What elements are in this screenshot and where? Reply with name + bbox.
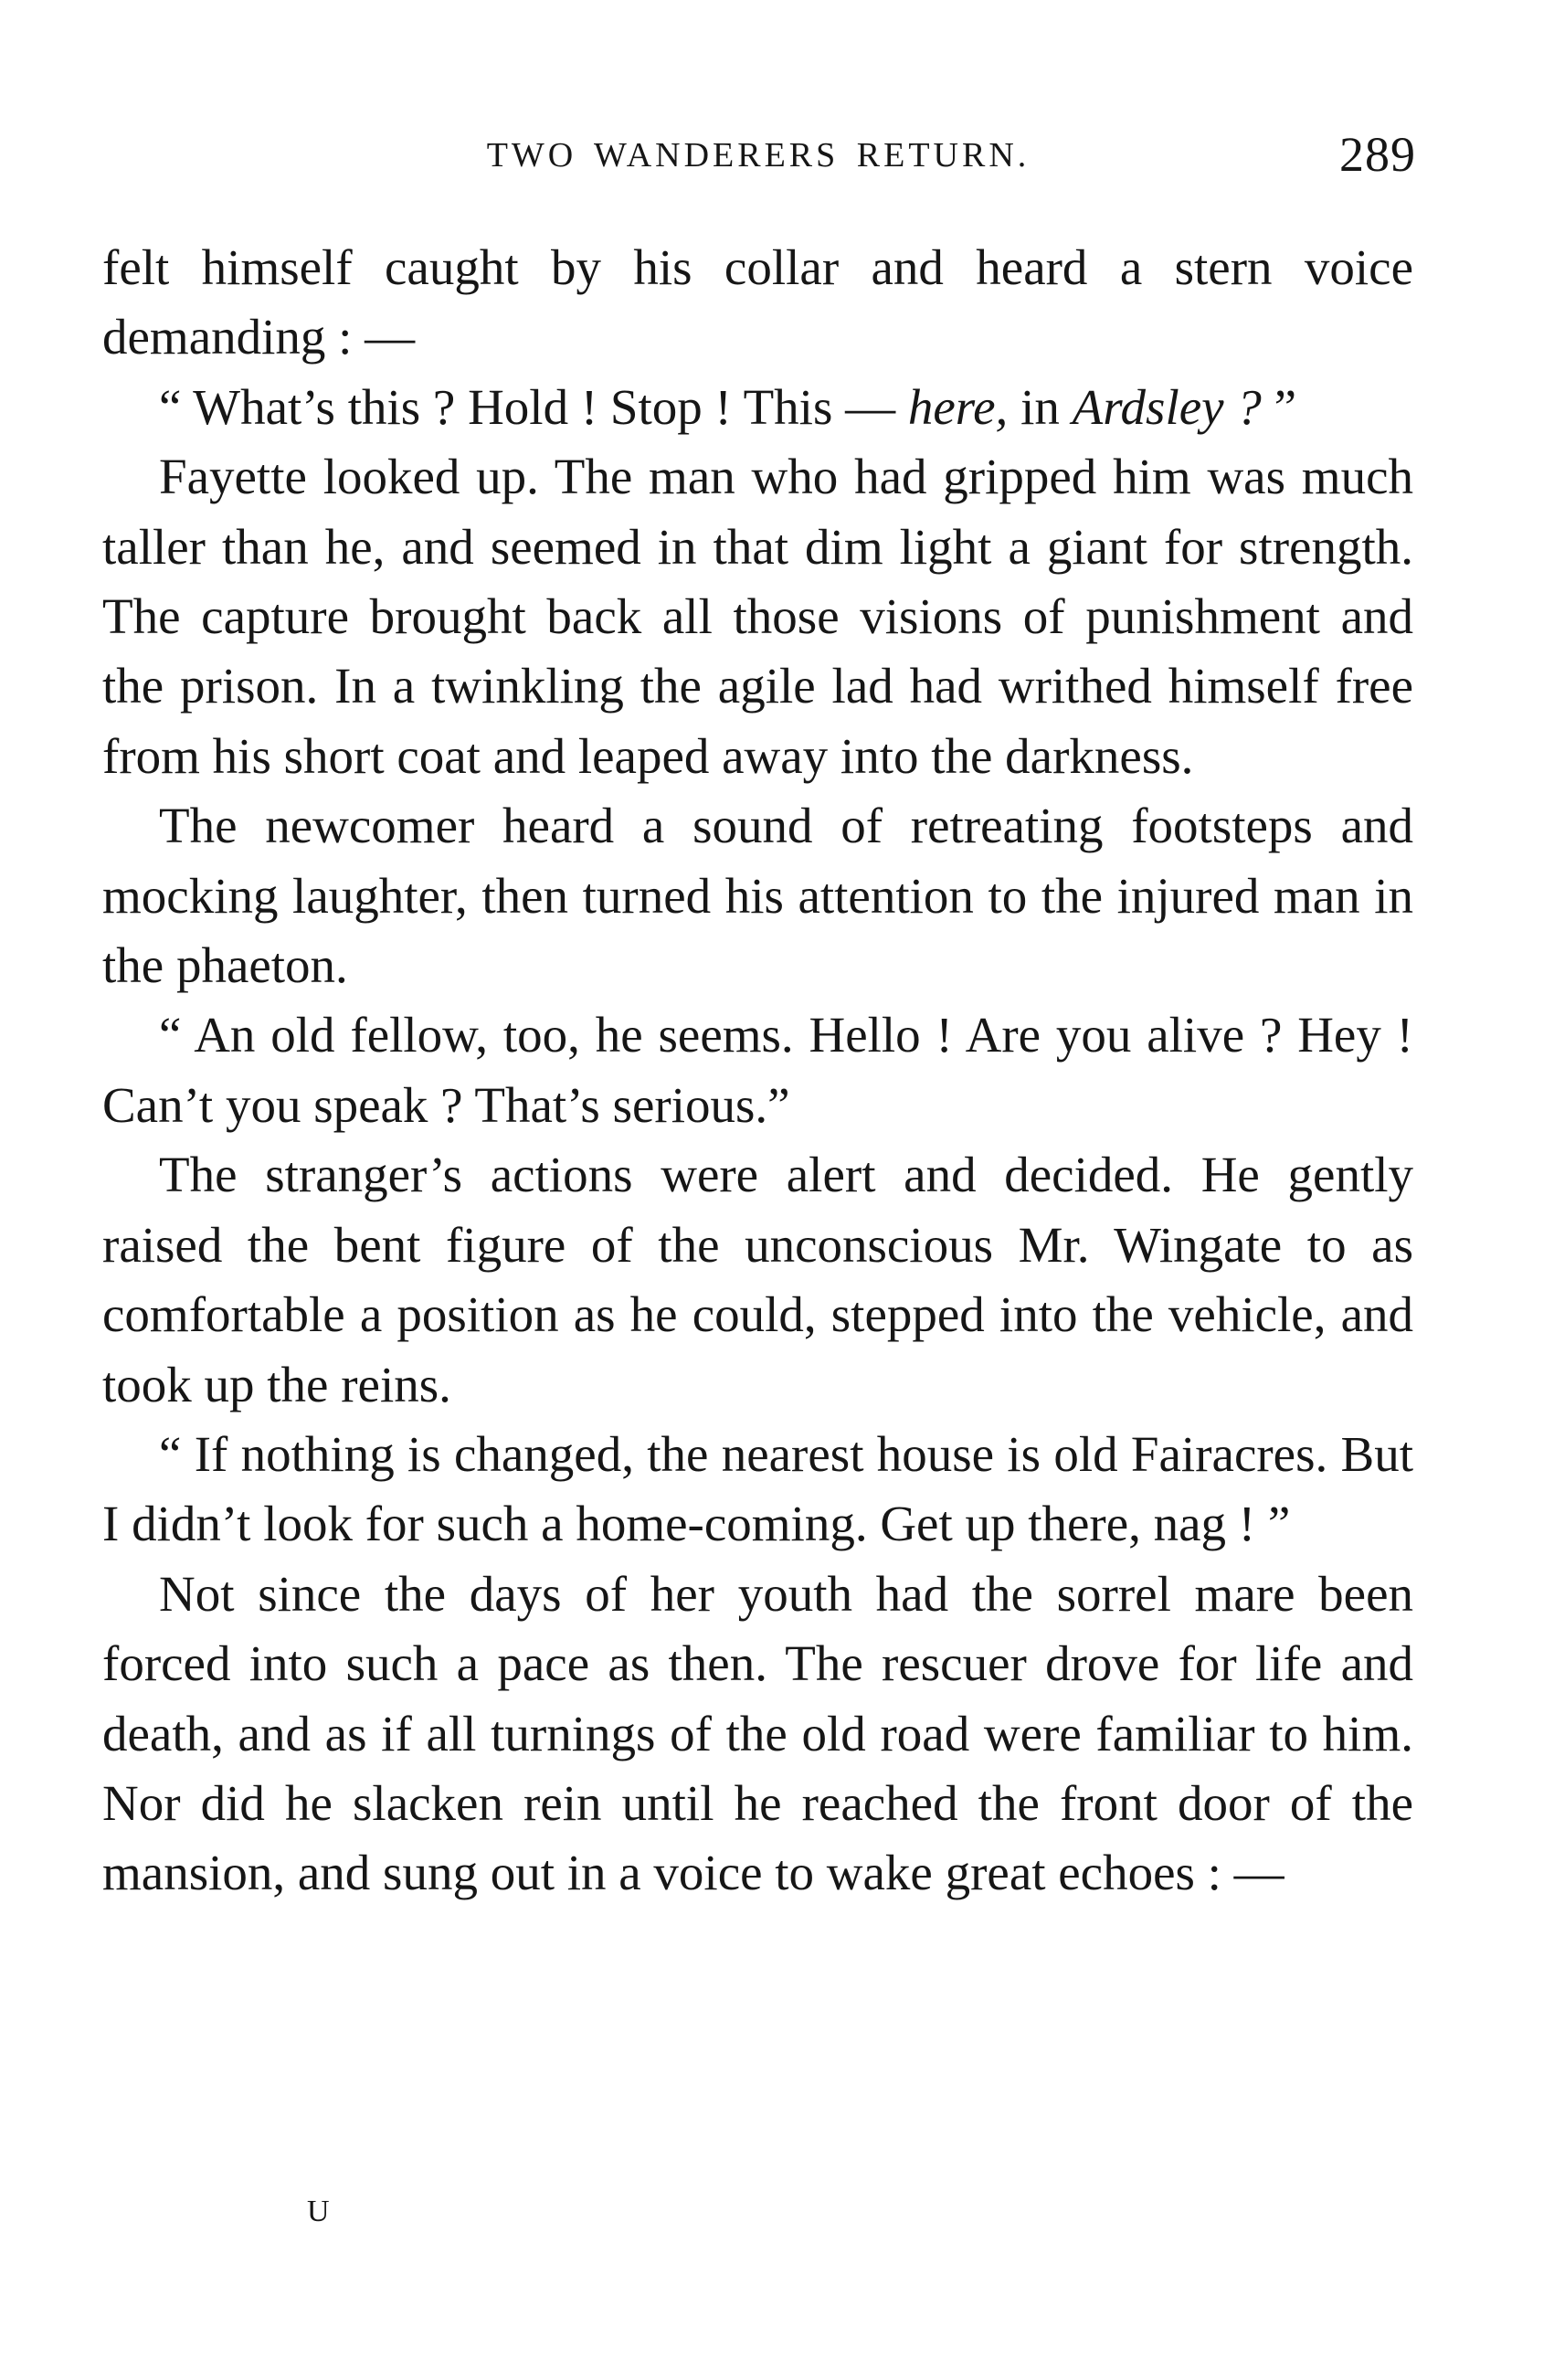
- dialogue-connector: in: [1008, 378, 1073, 435]
- dialogue-closing: ”: [1261, 378, 1296, 435]
- paragraph-dialogue-fairacres: “ If nothing is changed, the nearest house is old Fairacres. But I didn’t look for such a home-coming. Get up there, nag ! ”: [102, 1425, 1413, 1552]
- paragraph-dialogue-old-fellow: “ An old fellow, too, he seems. Hello ! Are you alive ? Hey ! Can’t you speak ? That’s serious.”: [102, 1007, 1413, 1133]
- dialogue-opening: “ What’s this ? Hold ! Stop ! This —: [159, 378, 908, 435]
- emphasis-word: here,: [907, 378, 1009, 435]
- emphasis-place-name: Ardsley ?: [1072, 378, 1262, 435]
- running-header: [100, 128, 1416, 192]
- page-body: [102, 233, 1413, 1909]
- page-number: 289: [1339, 127, 1416, 182]
- paragraph-fayette-escape: Fayette looked up. The man who had gripped him was much taller than he, and seemed in that dim light a giant for strength. The capture brought back all those visions of punishment and the prison. In a twinkling the agile lad had writhed himself free from his short coat and leaped away into the darkness.: [102, 449, 1413, 784]
- paragraph-stranger-actions: The stranger’s actions were alert and decided. He gently raised the bent figure of the unconscious Mr. Wingate to as comfortable a position as he could, stepped into the vehicle, and took up the reins.: [102, 1147, 1413, 1412]
- paragraph-newcomer: The newcomer heard a sound of retreating footsteps and mocking laughter, then turned his attention to the injured man in the phaeton.: [102, 798, 1413, 994]
- printer-signature-mark: U: [307, 2195, 331, 2228]
- paragraph-dialogue-challenge: [102, 373, 1413, 442]
- paragraph-continued: felt himself caught by his collar and heard a stern voice demanding : —: [102, 239, 1413, 365]
- running-title: TWO WANDERERS RETURN.: [486, 136, 1031, 175]
- paragraph-sorrel-mare: Not since the days of her youth had the sorrel mare been forced into such a pace as then. The rescuer drove for life and death, and as if all turnings of the old road were familiar to him. Nor did he slacken rein until he reached the front door of the mansion, and sung out in a voice to wake great echoes : —: [102, 1565, 1413, 1901]
